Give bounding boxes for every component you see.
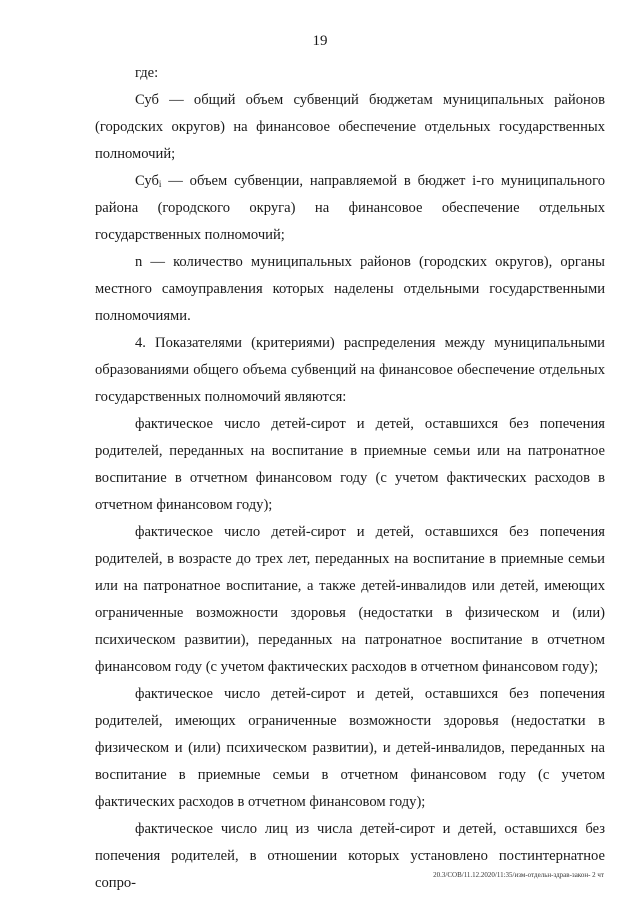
paragraph-criterion-3: фактическое число детей-сирот и детей, оставшихся без попечения родителей, имеющих ограниченные возможности здоровья (недостатки в физическом и (или) психическом развитии), и детей-инвалидов, переданных на воспитание в приемные семьи в отчетном финансовом году (с учетом фактических расходов в отчетном финансовом году); (95, 686, 605, 810)
document-footer-code: 20.3/СОВ/11.12.2020/11:35/изм-отдельн-здрав-закон- 2 чт (433, 871, 604, 879)
paragraph-criterion-2: фактическое число детей-сирот и детей, оставшихся без попечения родителей, в возрасте до трех лет, переданных на воспитание в приемные семьи или на патронатное воспитание, а также детей-инвалидов или детей, имеющих ограниченные возможности здоровья (недостатки в физическом и (или) психическом развитии), переданных на патронатное воспитание в отчетном финансовом году (с учетом фактических расходов в отчетном финансовом году); (95, 524, 605, 675)
paragraph-criterion-4: фактическое число лиц из числа детей-сирот и детей, оставшихся без попечения родителей, в отношении которых установлено постинтернатное сопро- (95, 821, 605, 891)
paragraph-criteria-intro: 4. Показателями (критериями) распределения между муниципальными образованиями общего объема субвенций на финансовое обеспечение отдельных государственных полномочий являются: (95, 335, 605, 405)
sub-i-description: — объем субвенции, направляемой в бюджет i-го муниципального района (городского округа) на финансовое обеспечение отдельных государственных полномочий; (95, 173, 605, 243)
paragraph-sub-i-definition (95, 168, 605, 249)
page-number: 19 (312, 33, 328, 49)
sub-i-subscript: i (158, 179, 162, 189)
paragraph-n-definition: n — количество муниципальных районов (городских округов), органы местного самоуправления которых наделены отдельными государственными полномочиями. (95, 254, 605, 324)
sub-i-symbol: Суб (135, 173, 159, 189)
paragraph-criterion-1: фактическое число детей-сирот и детей, оставшихся без попечения родителей, переданных на воспитание в приемные семьи или на патронатное воспитание в отчетном финансовом году (с учетом фактических расходов в отчетном финансовом году); (95, 416, 605, 513)
document-body (95, 60, 605, 897)
paragraph-where: где: (135, 65, 159, 81)
paragraph-sub-total-definition: Суб — общий объем субвенций бюджетам муниципальных районов (городских округов) на финансовое обеспечение отдельных государственных полномочий; (95, 92, 605, 162)
